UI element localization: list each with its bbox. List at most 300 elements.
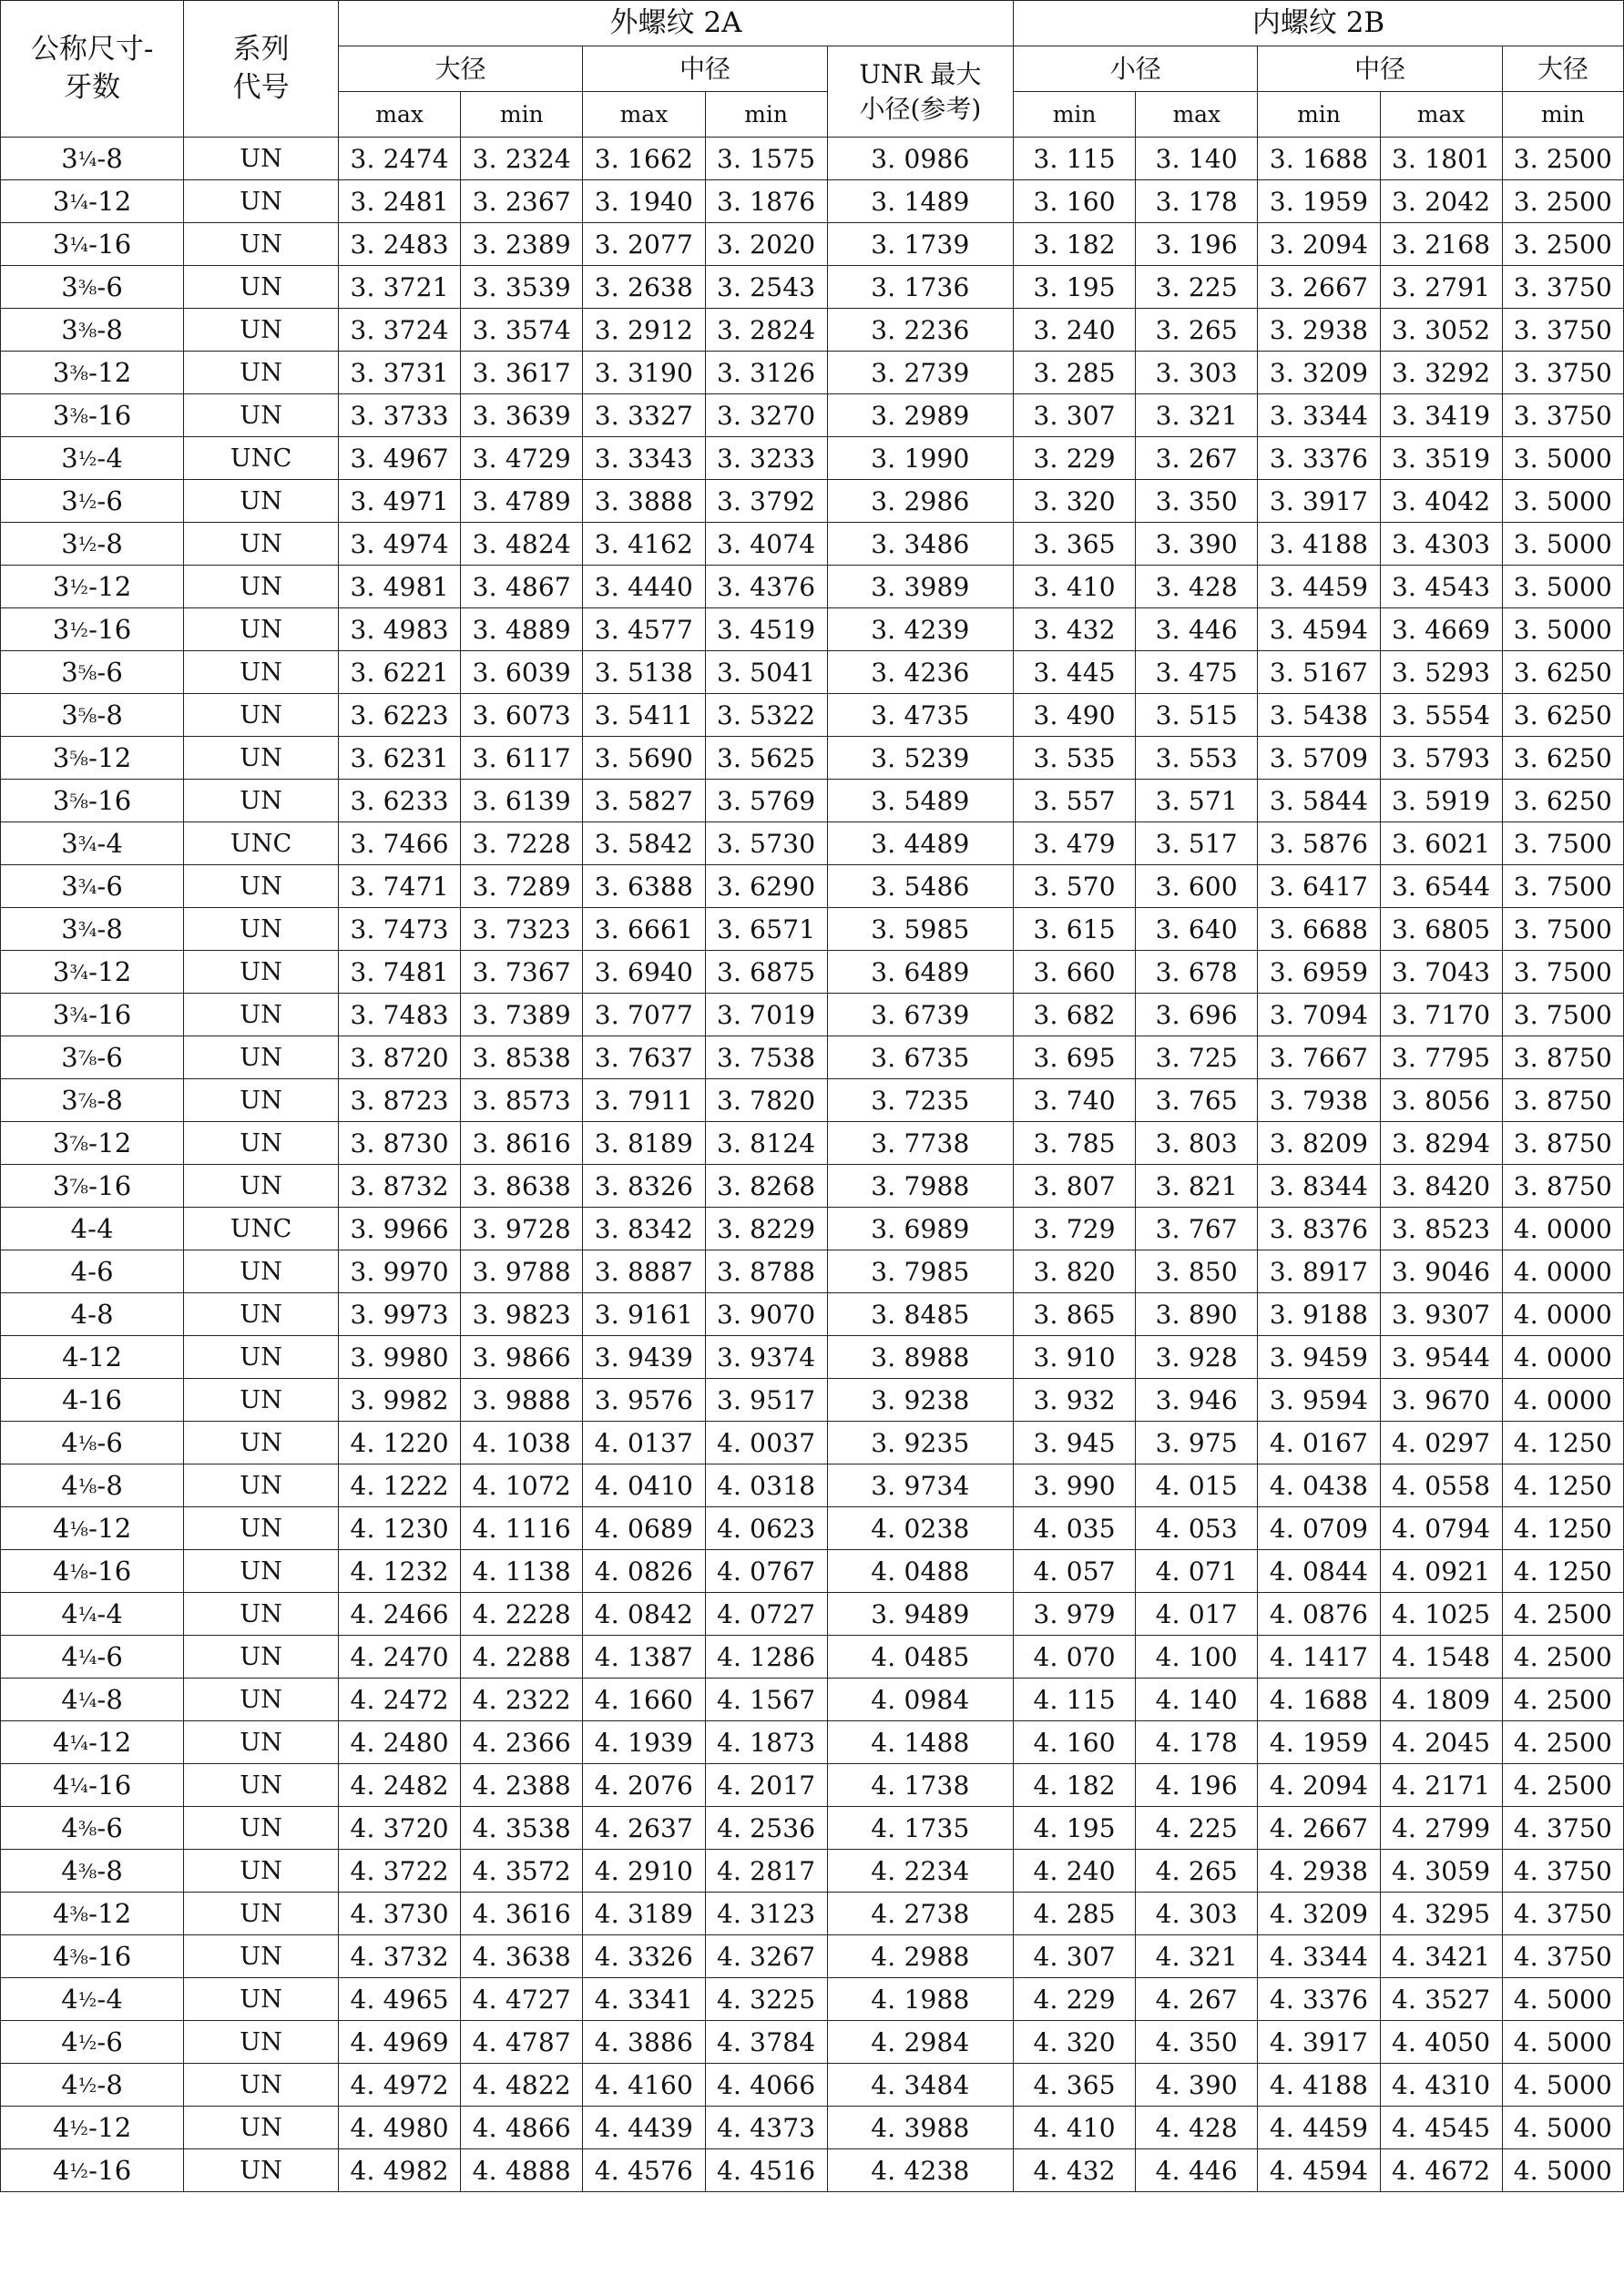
table-row [1, 1893, 1624, 1935]
int-minor-max-cell: 3. 178 [1136, 180, 1258, 223]
ext-pitch-min-cell: 3. 9374 [705, 1336, 827, 1379]
ext-pitch-min-cell: 3. 4519 [705, 608, 827, 651]
series-code-cell: UN [184, 2149, 339, 2192]
int-pitch-min-cell: 4. 3917 [1258, 2021, 1380, 2064]
int-major-min-cell: 3. 5000 [1502, 523, 1623, 566]
int-minor-min-cell: 3. 910 [1014, 1336, 1136, 1379]
int-pitch-max-cell: 3. 3519 [1380, 437, 1502, 480]
series-code-cell: UN [184, 1764, 339, 1807]
unr-minor-max-cell: 4. 2738 [827, 1893, 1013, 1935]
int-minor-max-cell: 4. 071 [1136, 1550, 1258, 1593]
series-code-cell: UN [184, 994, 339, 1036]
int-minor-min-cell: 3. 740 [1014, 1079, 1136, 1122]
int-minor-min-cell: 3. 807 [1014, 1165, 1136, 1208]
ext-pitch-min-cell: 4. 4516 [705, 2149, 827, 2192]
int-minor-max-cell: 3. 571 [1136, 780, 1258, 822]
int-minor-min-cell: 3. 410 [1014, 566, 1136, 608]
int-major-min-cell: 3. 3750 [1502, 309, 1623, 352]
int-minor-min-cell: 3. 432 [1014, 608, 1136, 651]
ext-major-min-cell: 4. 4866 [461, 2107, 583, 2149]
int-pitch-min-cell: 4. 0844 [1258, 1550, 1380, 1593]
series-code-cell: UN [184, 1593, 339, 1636]
nominal-fraction: ½ [69, 577, 89, 598]
table-row [1, 1250, 1624, 1293]
int-minor-max-cell: 3. 267 [1136, 437, 1258, 480]
nominal-fraction: ⅛ [77, 1475, 97, 1497]
nominal-whole: 4 [62, 1384, 79, 1415]
int-pitch-min-cell: 4. 3209 [1258, 1893, 1380, 1935]
unr-minor-max-cell: 4. 4238 [827, 2149, 1013, 2192]
table-row [1, 523, 1624, 566]
int-pitch-min-cell: 4. 0709 [1258, 1507, 1380, 1550]
unr-minor-max-cell: 3. 1739 [827, 223, 1013, 266]
int-pitch-min-cell: 3. 3209 [1258, 352, 1380, 394]
ext-pitch-min-cell: 3. 3233 [705, 437, 827, 480]
ext-major-max-cell: 4. 1230 [339, 1507, 461, 1550]
ext-pitch-min-header: min [705, 92, 827, 138]
ext-major-max-cell: 3. 4981 [339, 566, 461, 608]
ext-pitch-max-cell: 3. 7911 [583, 1079, 705, 1122]
int-major-min-cell: 4. 5000 [1502, 2107, 1623, 2149]
int-pitch-min-cell: 3. 6688 [1258, 908, 1380, 951]
nominal-whole: 3 [61, 143, 78, 174]
table-row [1, 1422, 1624, 1464]
int-pitch-max-cell: 3. 4669 [1380, 608, 1502, 651]
unr-minor-max-cell: 4. 1738 [827, 1764, 1013, 1807]
ext-pitch-max-cell: 4. 4576 [583, 2149, 705, 2192]
int-minor-max-cell: 4. 446 [1136, 2149, 1258, 2192]
int-pitch-max-cell: 3. 6805 [1380, 908, 1502, 951]
ext-major-min-cell: 3. 4789 [461, 480, 583, 523]
int-pitch-max-cell: 3. 6021 [1380, 822, 1502, 865]
int-major-min-cell: 3. 8750 [1502, 1165, 1623, 1208]
int-pitch-max-cell: 4. 1548 [1380, 1636, 1502, 1679]
nominal-fraction: ½ [77, 2075, 97, 2097]
nominal-teeth: -6 [97, 1641, 124, 1672]
int-major-min-header: min [1502, 92, 1623, 138]
ext-pitch-max-cell: 4. 2637 [583, 1807, 705, 1850]
int-major-min-cell: 4. 2500 [1502, 1721, 1623, 1764]
ext-pitch-min-cell: 3. 3792 [705, 480, 827, 523]
int-minor-min-cell: 3. 445 [1014, 651, 1136, 694]
series-code-cell: UN [184, 1807, 339, 1850]
ext-major-min-cell: 3. 2389 [461, 223, 583, 266]
int-pitch-min-cell: 3. 4188 [1258, 523, 1380, 566]
int-minor-max-cell: 3. 678 [1136, 951, 1258, 994]
int-pitch-min-cell: 3. 5167 [1258, 651, 1380, 694]
nominal-whole: 3 [52, 571, 70, 602]
nominal-fraction: ¾ [69, 962, 89, 984]
ext-pitch-max-cell: 3. 1662 [583, 138, 705, 180]
table-row [1, 780, 1624, 822]
table-row [1, 951, 1624, 994]
nominal-teeth: -16 [78, 1384, 123, 1415]
nominal-whole: 3 [52, 1128, 70, 1158]
table-row [1, 566, 1624, 608]
unr-minor-max-cell: 3. 9238 [827, 1379, 1013, 1422]
ext-major-max-cell: 4. 4980 [339, 2107, 461, 2149]
unr-minor-max-cell: 4. 2984 [827, 2021, 1013, 2064]
series-code-cell: UN [184, 908, 339, 951]
nominal-teeth: -8 [97, 1085, 124, 1116]
ext-major-min-cell: 3. 3617 [461, 352, 583, 394]
ext-major-min-cell: 3. 2367 [461, 180, 583, 223]
unr-minor-max-cell: 3. 8988 [827, 1336, 1013, 1379]
int-minor-max-cell: 4. 303 [1136, 1893, 1258, 1935]
nominal-fraction: ¾ [69, 1005, 89, 1026]
nominal-size-header-line2: 牙数 [64, 70, 121, 104]
ext-major-max-cell: 3. 9970 [339, 1250, 461, 1293]
nominal-fraction: ¾ [77, 833, 97, 855]
ext-pitch-max-cell: 3. 5690 [583, 737, 705, 780]
int-minor-max-cell: 3. 890 [1136, 1293, 1258, 1336]
nominal-whole: 3 [61, 699, 78, 730]
table-row [1, 1464, 1624, 1507]
ext-pitch-max-cell: 4. 4439 [583, 2107, 705, 2149]
int-major-min-cell: 4. 2500 [1502, 1636, 1623, 1679]
unr-minor-max-cell: 3. 5239 [827, 737, 1013, 780]
ext-pitch-min-cell: 4. 3784 [705, 2021, 827, 2064]
nominal-fraction: ½ [77, 448, 97, 470]
nominal-teeth: -8 [97, 699, 124, 730]
nominal-teeth: -12 [88, 742, 132, 773]
int-minor-min-cell: 4. 195 [1014, 1807, 1136, 1850]
int-pitch-max-cell: 3. 9307 [1380, 1293, 1502, 1336]
series-code-cell: UN [184, 951, 339, 994]
ext-pitch-min-cell: 3. 9070 [705, 1293, 827, 1336]
nominal-whole: 3 [52, 1170, 70, 1201]
ext-pitch-min-cell: 3. 7538 [705, 1036, 827, 1079]
ext-major-min-cell: 3. 6039 [461, 651, 583, 694]
int-pitch-max-cell: 3. 4303 [1380, 523, 1502, 566]
ext-pitch-min-cell: 3. 5625 [705, 737, 827, 780]
nominal-teeth: -4 [97, 1984, 124, 2015]
table-row [1, 822, 1624, 865]
table-row [1, 223, 1624, 266]
nominal-whole: 3 [61, 485, 78, 516]
nominal-size-cell [1, 1079, 184, 1122]
int-minor-max-cell: 3. 390 [1136, 523, 1258, 566]
nominal-whole: 3 [61, 828, 78, 859]
int-pitch-min-cell: 4. 1417 [1258, 1636, 1380, 1679]
nominal-whole: 4 [52, 1770, 70, 1801]
int-minor-max-cell: 3. 640 [1136, 908, 1258, 951]
nominal-fraction: ⅜ [69, 405, 89, 427]
unr-minor-max-cell: 4. 2988 [827, 1935, 1013, 1978]
table-row [1, 994, 1624, 1036]
ext-pitch-max-cell: 3. 6388 [583, 865, 705, 908]
nominal-whole: 3 [61, 871, 78, 902]
unr-minor-max-cell: 3. 1736 [827, 266, 1013, 309]
int-pitch-min-cell: 3. 8344 [1258, 1165, 1380, 1208]
int-pitch-max-cell: 3. 6544 [1380, 865, 1502, 908]
int-major-min-cell: 4. 5000 [1502, 2021, 1623, 2064]
int-pitch-max-cell: 3. 8056 [1380, 1079, 1502, 1122]
series-code-header-line1: 系列 [232, 32, 290, 66]
ext-major-diameter-header: 大径 [339, 46, 583, 92]
unr-minor-max-cell: 3. 3486 [827, 523, 1013, 566]
ext-major-min-cell: 3. 6139 [461, 780, 583, 822]
int-pitch-diameter-header: 中径 [1258, 46, 1502, 92]
series-code-cell: UN [184, 2107, 339, 2149]
int-minor-max-cell: 3. 803 [1136, 1122, 1258, 1165]
int-minor-max-cell: 3. 517 [1136, 822, 1258, 865]
ext-major-min-cell: 4. 4727 [461, 1978, 583, 2021]
table-row [1, 2021, 1624, 2064]
ext-pitch-min-cell: 4. 4373 [705, 2107, 827, 2149]
int-pitch-max-cell: 3. 8294 [1380, 1122, 1502, 1165]
int-minor-max-cell: 4. 196 [1136, 1764, 1258, 1807]
series-code-cell: UN [184, 1122, 339, 1165]
int-pitch-max-cell: 4. 3421 [1380, 1935, 1502, 1978]
nominal-fraction: ¼ [69, 234, 89, 256]
int-pitch-max-cell: 3. 5919 [1380, 780, 1502, 822]
int-major-min-cell: 3. 3750 [1502, 352, 1623, 394]
ext-major-max-cell: 4. 4972 [339, 2064, 461, 2107]
ext-major-min-cell: 4. 3616 [461, 1893, 583, 1935]
int-pitch-min-cell: 3. 8209 [1258, 1122, 1380, 1165]
ext-pitch-min-cell: 3. 5322 [705, 694, 827, 737]
int-minor-max-cell: 3. 850 [1136, 1250, 1258, 1293]
nominal-whole: 4 [70, 1213, 88, 1244]
int-major-min-cell: 4. 2500 [1502, 1764, 1623, 1807]
internal-thread-header: 内螺纹 2B [1014, 1, 1624, 46]
ext-pitch-max-cell: 3. 2638 [583, 266, 705, 309]
int-pitch-max-cell: 4. 4672 [1380, 2149, 1502, 2192]
unr-minor-max-cell: 3. 2236 [827, 309, 1013, 352]
int-major-min-cell: 4. 1250 [1502, 1550, 1623, 1593]
int-major-min-cell: 3. 7500 [1502, 908, 1623, 951]
series-code-cell: UN [184, 865, 339, 908]
nominal-size-header-line1: 公称尺寸- [30, 32, 154, 66]
nominal-size-cell [1, 180, 184, 223]
int-major-min-cell: 3. 5000 [1502, 480, 1623, 523]
series-code-cell: UN [184, 780, 339, 822]
unr-max-minor-diameter-header [827, 46, 1013, 138]
int-pitch-min-cell: 4. 1688 [1258, 1679, 1380, 1721]
nominal-size-cell [1, 480, 184, 523]
int-minor-max-cell: 4. 267 [1136, 1978, 1258, 2021]
nominal-whole: 3 [52, 357, 70, 388]
ext-major-max-cell: 3. 6233 [339, 780, 461, 822]
int-minor-max-cell: 3. 765 [1136, 1079, 1258, 1122]
int-minor-min-cell: 3. 320 [1014, 480, 1136, 523]
nominal-size-cell [1, 651, 184, 694]
nominal-size-cell [1, 1764, 184, 1807]
int-major-min-cell: 3. 6250 [1502, 651, 1623, 694]
int-minor-min-cell: 3. 160 [1014, 180, 1136, 223]
table-row [1, 1807, 1624, 1850]
ext-pitch-min-cell: 4. 1873 [705, 1721, 827, 1764]
nominal-size-cell [1, 1721, 184, 1764]
series-code-cell: UN [184, 138, 339, 180]
unr-header-line1: UNR 最大 [859, 58, 982, 89]
int-minor-max-cell: 4. 015 [1136, 1464, 1258, 1507]
nominal-fraction: ⅜ [77, 320, 97, 342]
ext-major-max-cell: 3. 9973 [339, 1293, 461, 1336]
table-row [1, 1721, 1624, 1764]
unr-minor-max-cell: 3. 6739 [827, 994, 1013, 1036]
ext-major-min-cell: 3. 7323 [461, 908, 583, 951]
ext-pitch-min-cell: 4. 1286 [705, 1636, 827, 1679]
nominal-whole: 3 [61, 913, 78, 944]
nominal-teeth: -8 [97, 1470, 124, 1501]
unr-minor-max-cell: 3. 7985 [827, 1250, 1013, 1293]
nominal-teeth: -12 [88, 1727, 132, 1758]
int-major-min-cell: 4. 0000 [1502, 1379, 1623, 1422]
int-major-min-cell: 3. 8750 [1502, 1036, 1623, 1079]
nominal-size-cell [1, 1679, 184, 1721]
nominal-fraction: ½ [69, 2160, 89, 2182]
int-pitch-max-cell: 3. 8523 [1380, 1208, 1502, 1250]
ext-pitch-min-cell: 4. 2817 [705, 1850, 827, 1893]
nominal-teeth: -6 [97, 485, 124, 516]
ext-pitch-max-header: max [583, 92, 705, 138]
ext-pitch-max-cell: 4. 4160 [583, 2064, 705, 2107]
ext-major-min-cell: 4. 2288 [461, 1636, 583, 1679]
int-major-min-cell: 4. 3750 [1502, 1893, 1623, 1935]
int-pitch-max-header: max [1380, 92, 1502, 138]
int-minor-max-cell: 3. 428 [1136, 566, 1258, 608]
ext-pitch-min-cell: 4. 0037 [705, 1422, 827, 1464]
nominal-size-cell [1, 223, 184, 266]
nominal-size-cell [1, 1807, 184, 1850]
series-code-cell: UN [184, 1079, 339, 1122]
int-minor-min-cell: 4. 182 [1014, 1764, 1136, 1807]
nominal-teeth: -6 [97, 1812, 124, 1843]
nominal-whole: 4 [61, 2069, 78, 2100]
nominal-fraction: ⅞ [77, 1047, 97, 1069]
table-row [1, 2064, 1624, 2107]
nominal-whole: 4 [52, 1727, 70, 1758]
nominal-teeth: -16 [88, 229, 132, 260]
nominal-size-cell [1, 1208, 184, 1250]
int-minor-max-cell: 4. 178 [1136, 1721, 1258, 1764]
nominal-size-cell [1, 908, 184, 951]
ext-pitch-max-cell: 3. 5411 [583, 694, 705, 737]
ext-major-min-cell: 3. 9823 [461, 1293, 583, 1336]
int-pitch-max-cell: 3. 4543 [1380, 566, 1502, 608]
ext-major-min-cell: 4. 1038 [461, 1422, 583, 1464]
ext-major-max-cell: 4. 2470 [339, 1636, 461, 1679]
int-minor-min-cell: 3. 557 [1014, 780, 1136, 822]
series-code-cell: UNC [184, 1208, 339, 1250]
ext-pitch-max-cell: 3. 5138 [583, 651, 705, 694]
unr-minor-max-cell: 3. 6989 [827, 1208, 1013, 1250]
ext-pitch-max-cell: 3. 6940 [583, 951, 705, 994]
nominal-size-cell [1, 737, 184, 780]
int-pitch-min-cell: 3. 3917 [1258, 480, 1380, 523]
int-minor-min-cell: 3. 820 [1014, 1250, 1136, 1293]
int-minor-min-cell: 4. 285 [1014, 1893, 1136, 1935]
nominal-teeth: -12 [88, 357, 132, 388]
ext-major-max-cell: 3. 7481 [339, 951, 461, 994]
int-pitch-min-cell: 4. 0876 [1258, 1593, 1380, 1636]
unr-minor-max-cell: 3. 7738 [827, 1122, 1013, 1165]
series-code-cell: UN [184, 1721, 339, 1764]
nominal-whole: 4 [61, 2026, 78, 2057]
nominal-size-cell [1, 951, 184, 994]
nominal-size-header [1, 1, 184, 138]
nominal-teeth: -16 [88, 1941, 132, 1972]
table-row [1, 480, 1624, 523]
ext-pitch-max-cell: 3. 9439 [583, 1336, 705, 1379]
ext-pitch-min-cell: 3. 5041 [705, 651, 827, 694]
nominal-whole: 4 [52, 1898, 70, 1929]
nominal-fraction: ⅜ [77, 1861, 97, 1883]
nominal-size-cell [1, 780, 184, 822]
nominal-teeth: -12 [88, 186, 132, 217]
ext-major-min-cell: 4. 3638 [461, 1935, 583, 1978]
nominal-size-cell [1, 1507, 184, 1550]
ext-major-max-cell: 4. 4965 [339, 1978, 461, 2021]
int-minor-max-header: max [1136, 92, 1258, 138]
ext-pitch-min-cell: 3. 3126 [705, 352, 827, 394]
ext-major-min-cell: 3. 8638 [461, 1165, 583, 1208]
nominal-size-cell [1, 1550, 184, 1593]
table-row [1, 1978, 1624, 2021]
int-minor-min-cell: 3. 535 [1014, 737, 1136, 780]
int-pitch-min-cell: 4. 4594 [1258, 2149, 1380, 2192]
int-pitch-min-cell: 3. 7094 [1258, 994, 1380, 1036]
ext-pitch-max-cell: 3. 1940 [583, 180, 705, 223]
nominal-size-cell [1, 2107, 184, 2149]
nominal-size-cell [1, 394, 184, 437]
int-pitch-max-cell: 3. 8420 [1380, 1165, 1502, 1208]
series-code-cell: UN [184, 352, 339, 394]
table-row [1, 138, 1624, 180]
nominal-teeth: -12 [88, 571, 132, 602]
nominal-whole: 4 [70, 1256, 88, 1287]
int-major-min-cell: 3. 3750 [1502, 394, 1623, 437]
ext-major-min-cell: 3. 8538 [461, 1036, 583, 1079]
int-major-min-cell: 4. 0000 [1502, 1250, 1623, 1293]
ext-pitch-min-cell: 4. 4066 [705, 2064, 827, 2107]
unr-minor-max-cell: 4. 1735 [827, 1807, 1013, 1850]
table-row [1, 1336, 1624, 1379]
nominal-teeth: -8 [97, 1855, 124, 1886]
table-row [1, 865, 1624, 908]
ext-major-min-cell: 4. 2388 [461, 1764, 583, 1807]
int-major-min-cell: 3. 7500 [1502, 951, 1623, 994]
ext-major-max-cell: 3. 2481 [339, 180, 461, 223]
nominal-teeth: -4 [87, 1213, 114, 1244]
nominal-whole: 3 [52, 956, 70, 987]
nominal-size-cell [1, 352, 184, 394]
nominal-whole: 3 [52, 785, 70, 816]
int-pitch-min-cell: 4. 3344 [1258, 1935, 1380, 1978]
int-minor-min-cell: 3. 195 [1014, 266, 1136, 309]
ext-pitch-max-cell: 4. 1387 [583, 1636, 705, 1679]
ext-major-max-cell: 4. 3720 [339, 1807, 461, 1850]
nominal-size-cell [1, 1336, 184, 1379]
ext-pitch-max-cell: 4. 3341 [583, 1978, 705, 2021]
unr-minor-max-cell: 3. 3989 [827, 566, 1013, 608]
series-code-cell: UN [184, 1935, 339, 1978]
nominal-teeth: -8 [87, 1299, 114, 1330]
ext-major-max-cell: 3. 8732 [339, 1165, 461, 1208]
int-major-min-cell: 4. 2500 [1502, 1593, 1623, 1636]
ext-major-max-cell: 3. 6231 [339, 737, 461, 780]
ext-major-min-cell: 3. 9866 [461, 1336, 583, 1379]
int-pitch-min-cell: 4. 2938 [1258, 1850, 1380, 1893]
ext-major-max-cell: 3. 3733 [339, 394, 461, 437]
int-pitch-max-cell: 3. 5293 [1380, 651, 1502, 694]
int-pitch-max-cell: 3. 9544 [1380, 1336, 1502, 1379]
int-pitch-max-cell: 4. 1809 [1380, 1679, 1502, 1721]
int-pitch-max-cell: 4. 2799 [1380, 1807, 1502, 1850]
ext-major-max-cell: 4. 2466 [339, 1593, 461, 1636]
